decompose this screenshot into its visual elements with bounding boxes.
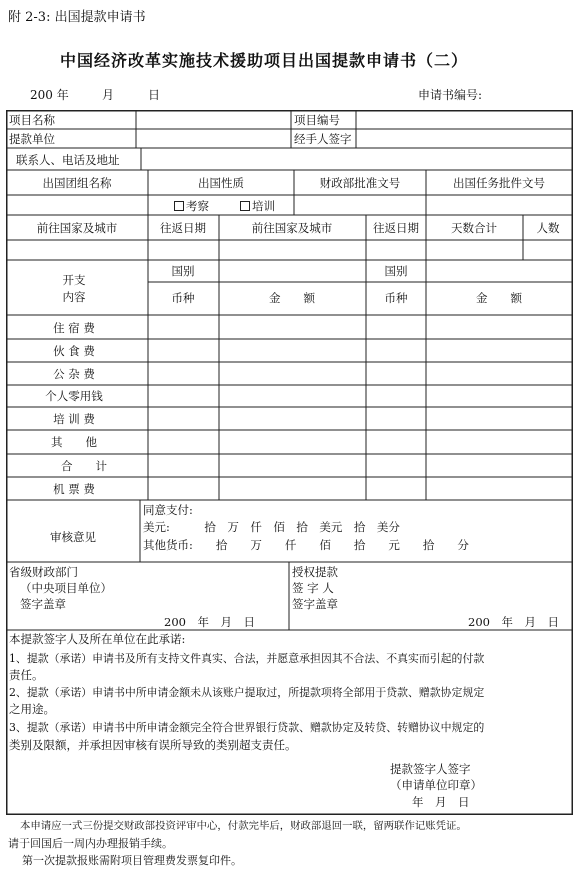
country-label-1: 国别: [171, 264, 195, 278]
expense-lodging: 住 宿 费: [53, 321, 95, 335]
commitment-signer: 提款签字人签字: [390, 762, 471, 776]
dest-country-header-2: 前往国家及城市: [251, 221, 333, 235]
inspect-checkbox[interactable]: [174, 201, 184, 211]
expense-content-label: 开支 内容: [62, 273, 86, 304]
total-days-header: 天数合计: [451, 221, 497, 235]
commitment-item-1-cont: 责任。: [9, 668, 44, 682]
task-doc-header: 出国任务批件文号: [453, 176, 545, 190]
review-other-line: 其他货币: 拾 万 仟 佰 拾 元 拾 分: [143, 538, 469, 552]
expense-meals: 伙 食 费: [53, 344, 95, 358]
expense-total: 合 计: [61, 459, 107, 473]
sign-left-line2: （中央项目单位）: [20, 581, 112, 595]
commitment-seal: （申请单位印章）: [390, 778, 482, 792]
option-inspect-label: 考察: [186, 199, 209, 213]
commitment-intro: 本提款签字人及所在单位在此承诺:: [9, 632, 186, 646]
expense-misc: 公 杂 费: [53, 367, 95, 381]
commitment-date: 年 月 日: [412, 795, 470, 809]
country-label-2: 国别: [384, 264, 408, 278]
sign-right-line1: 授权提款: [292, 565, 338, 579]
commitment-item-2: 2、提款（承诺）申请书中所申请金额未从该账户提取过，所提款项将全部用于贷款、赠款协定规定: [9, 686, 485, 699]
footnote-2: 请于回国后一周内办理报销手续。: [8, 837, 173, 850]
commitment-item-3: 3、提款（承诺）申请书中所申请金额完全符合世界银行贷款、赠款协定及转贷、转赠协议中规定的: [9, 721, 485, 734]
application-form: [6, 110, 573, 815]
project-name-label: 项目名称: [9, 113, 55, 127]
form-title: 中国经济改革实施技术援助项目出国提款申请书（二）: [60, 51, 469, 70]
commitment-item-3-cont: 类别及限额，并承担因审核有误所导致的类别超支责任。: [9, 738, 297, 752]
project-no-label: 项目编号: [294, 113, 340, 127]
option-train[interactable]: [240, 199, 275, 213]
amount-header-1: 金 额: [269, 291, 315, 305]
application-no-label: 申请书编号:: [418, 88, 483, 102]
sign-left-date: 200 年 月 日: [164, 615, 255, 629]
nature-header: 出国性质: [198, 176, 244, 190]
option-train-label: 培训: [252, 199, 275, 213]
dest-country-header-1: 前往国家及城市: [36, 221, 118, 235]
sign-right-line3: 签字盖章: [292, 597, 338, 611]
mof-doc-header: 财政部批准文号: [319, 176, 401, 190]
currency-header-2: 币种: [384, 291, 408, 305]
commitment-item-1: 1、提款（承诺）申请书及所有支持文件真实、合法，并愿意承担因其不合法、不真实而引起的付款: [9, 652, 485, 665]
review-agree: 同意支付:: [143, 503, 193, 517]
review-label: 审核意见: [50, 530, 96, 544]
withdrawal-unit-label: 提款单位: [9, 132, 55, 146]
review-usd-line: 美元: 拾 万 仟 佰 拾 美元 拾 美分: [143, 520, 400, 534]
sign-left-line3: 签字盖章: [20, 597, 66, 611]
round-dates-header-2: 往返日期: [373, 221, 419, 235]
handler-sign-label: 经手人签字: [294, 132, 352, 146]
option-inspect[interactable]: [174, 199, 209, 213]
date-month: 月: [102, 88, 115, 102]
sign-left-line1: 省级财政部门: [9, 565, 78, 579]
date-day: 日: [148, 88, 161, 102]
train-checkbox[interactable]: [240, 201, 250, 211]
amount-header-2: 金 额: [476, 291, 522, 305]
sign-right-date: 200 年 月 日: [468, 615, 559, 629]
group-name-header: 出国团组名称: [42, 176, 112, 190]
currency-header-1: 币种: [171, 291, 195, 305]
expense-airfare: 机 票 费: [53, 482, 95, 496]
footnote-1: 本申请应一式三份提交财政部投资评审中心，付款完毕后，财政部退回一联，留两联作记账凭证。: [20, 820, 467, 832]
expense-pocket-money: 个人零用钱: [45, 389, 103, 403]
attachment-label: 附 2-3: 出国提款申请书: [8, 10, 146, 25]
date-year: 200 年: [30, 88, 69, 102]
expense-other: 其 他: [51, 435, 97, 449]
sign-right-line2: 签 字 人: [292, 581, 334, 595]
commitment-item-2-cont: 之用途。: [9, 702, 55, 716]
contact-label: 联系人、电话及地址: [16, 153, 120, 167]
footnote-3: 第一次提款报账需附项目管理费发票复印件。: [22, 854, 242, 867]
expense-training: 培 训 费: [53, 412, 95, 426]
round-dates-header-1: 往返日期: [160, 221, 206, 235]
people-header: 人数: [536, 221, 560, 235]
